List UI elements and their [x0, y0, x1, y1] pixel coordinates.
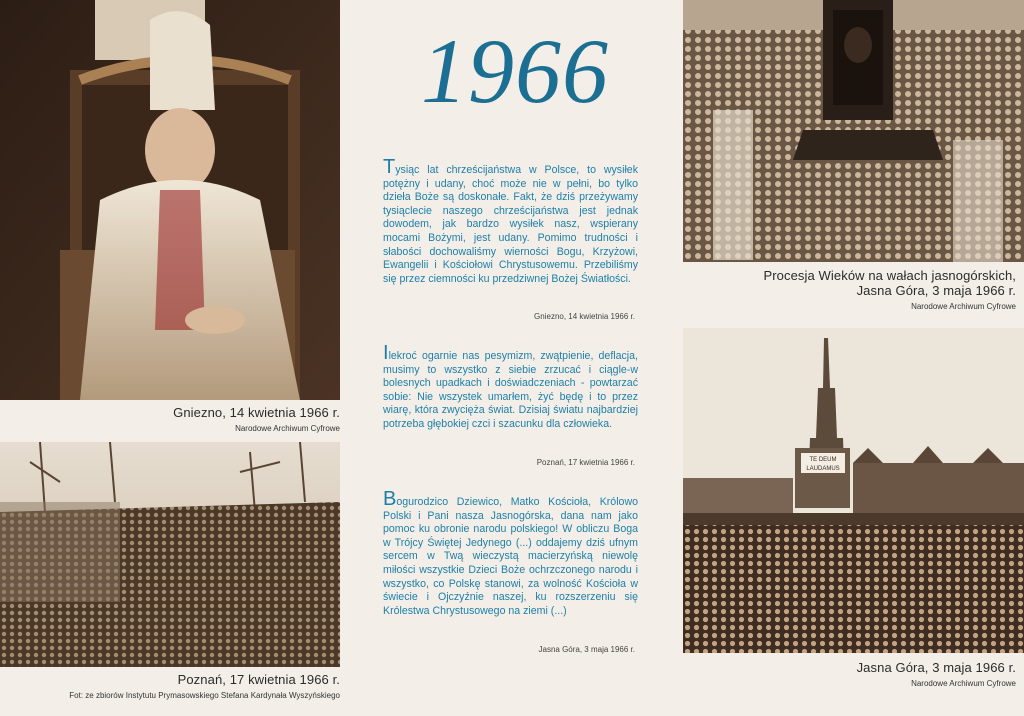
quote-attribution: Poznań, 17 kwietnia 1966 r.: [536, 458, 635, 467]
caption-source: Narodowe Archiwum Cyfrowe: [911, 302, 1016, 311]
caption-procession: [683, 268, 1016, 311]
jasna-gora-photo-drawing: [683, 328, 1024, 653]
quote-initial: I: [383, 342, 389, 364]
procession-photo-drawing: [683, 0, 1024, 262]
tower-banner-text-2: LAUDAMUS: [806, 466, 840, 472]
caption-source: Fot: ze zbiorów Instytutu Prymasowskiego Stefana Kardynała Wyszyńskiego: [69, 691, 340, 700]
jasna-gora-tower-photo: [683, 328, 1024, 653]
quote-gniezno: [383, 156, 638, 286]
caption-title: Jasna Góra, 3 maja 1966 r.: [856, 660, 1016, 675]
caption-title: Poznań, 17 kwietnia 1966 r.: [177, 672, 340, 687]
caption-jasna-gora: [683, 660, 1016, 688]
quote-initial: T: [383, 156, 396, 178]
crowd-poznan-photo: [0, 442, 340, 667]
cardinal-photo-drawing: [0, 0, 340, 400]
caption-poznan: [0, 672, 340, 700]
cardinal-portrait-photo: [0, 0, 340, 400]
procession-icon-photo: [683, 0, 1024, 262]
caption-source: Narodowe Archiwum Cyfrowe: [911, 679, 1016, 688]
quote-initial: B: [383, 488, 397, 510]
quote-jasna-gora: [383, 488, 638, 618]
tower-banner-text-1: TE DEUM: [809, 457, 837, 463]
caption-source: Narodowe Archiwum Cyfrowe: [235, 424, 340, 433]
crowd-photo-drawing: [0, 442, 340, 667]
quote-text: lekroć ogarnie nas pesymizm, zwątpienie, deflacja, musimy to wszystko z siebie zrzucać i ciągle-w bolesnych upadkach i doświadczeniach - powtarzać sobie: Nie wszystek umarłem, żyć będę i to przez wiarę, która zwycięża świat. Dzisiaj światu najbardziej potrzeba głębokiej czci i szacunku dla człowieka.: [383, 350, 638, 430]
caption-title-line1: Procesja Wieków na wałach jasnogórskich,: [763, 268, 1016, 283]
caption-title-line2: Jasna Góra, 3 maja 1966 r.: [856, 283, 1016, 298]
quote-text: ysiąc lat chrześcijaństwa w Polsce, to wysiłek potężny i udany, choć może nie w pełni, bo tylko dzieła Boże są doskonałe. Fakt, że dziś przeżywamy tysiąclecie naszego chrześcijaństwa jest jednak dowodem, jak bardzo wysiłek nasz, wspierany mocami Bożymi, jest udany. Pomimo trudności i słabości dochowaliśmy wierności Bogu, Krzyżowi, Ewangelii i Kościołowi Chrystusowemu. Przebiliśmy się przez ciemności ku przedziwnej Bożej Światłości.: [383, 164, 638, 285]
quote-poznan: [383, 342, 638, 432]
quote-text: ogurodzico Dziewico, Matko Kościoła, Królowo Polski i Pani nasza Jasnogórska, dana nam jako pomoc ku obronie narodu polskiego! W obliczu Boga w Trójcy Świętej Jedynego (...) oddajemy dziś ufnym sercem w Twą wieczystą macierzyńską niewolę miłości wszystkie Dzieci Boże ochrzczonego narodu i wszystko, co Polskę stanowi, za wolność Kościoła w świecie i Ojczyźnie naszej, ku rozszerzeniu się Królestwa Chrystusowego na ziemi (...): [383, 496, 638, 617]
year-heading: 1966: [421, 20, 609, 122]
caption-gniezno: [0, 405, 340, 433]
caption-title: Gniezno, 14 kwietnia 1966 r.: [173, 405, 340, 420]
quote-attribution: Jasna Góra, 3 maja 1966 r.: [538, 645, 635, 654]
quote-attribution: Gniezno, 14 kwietnia 1966 r.: [534, 312, 635, 321]
